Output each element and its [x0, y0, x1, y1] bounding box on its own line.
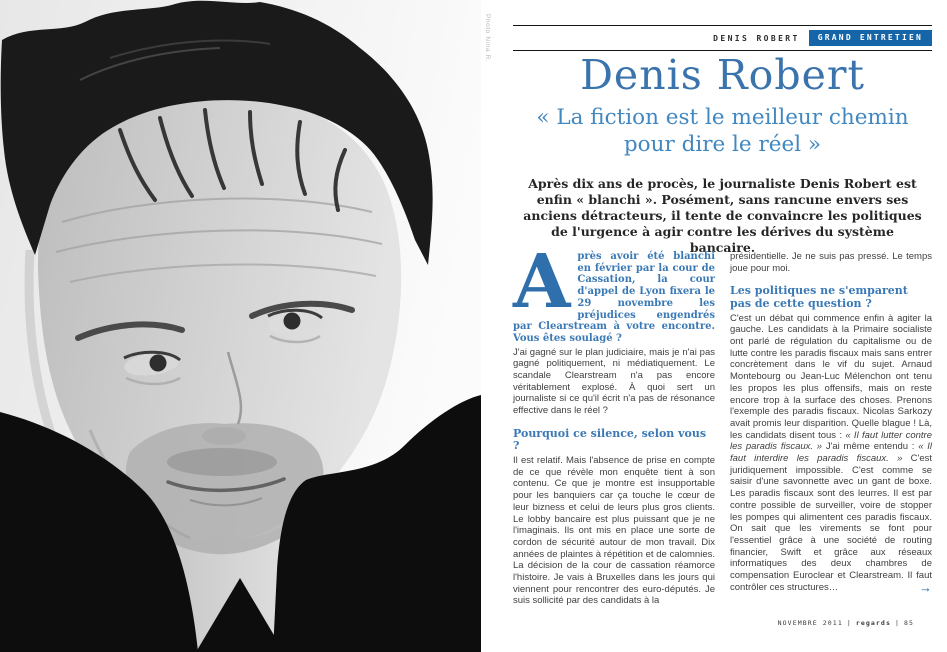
- footer-magazine: regards: [855, 619, 891, 627]
- question-1: [513, 239, 715, 345]
- interview-column-right: [730, 251, 932, 607]
- answer-3-text-2: J'ai même entendu :: [822, 441, 919, 453]
- question-1-text: près avoir été blanchi en février par la cour de Cassation, la cour d'appel de Lyon fixera le 29 novembre les préjudices engendrés par Clearstream à votre encontre. Vous êtes soulagé ?: [513, 251, 715, 344]
- entretien-badge: GRAND ENTRETIEN: [809, 30, 932, 46]
- article-title: Denis Robert: [580, 51, 865, 99]
- footer-separator-2: |: [894, 619, 900, 627]
- photo-credit: Photo Nina R.: [484, 14, 491, 63]
- article-page: [513, 0, 932, 652]
- answer-3-text: C'est un débat qui commence enfin à agiter la gauche. Les candidats à la Primaire socialiste ont parlé de régulation du capitalisme ou de lutte contre les paradis fiscaux mais sans entrer concrètement dans le vif du sujet. Arnaud Montebourg ou Jean-Luc Mélenchon ont tenu les propos les plus offensifs, mais on reste encore trop à la surface des choses. Prenons l'exemple des paradis fiscaux. Nicolas Sarkozy avait promis leur disparition. Quelle blague ! Là, les candidats disent tous :: [730, 312, 932, 441]
- answer-3-quote-2: « Il faut interdire les paradis fiscaux. »: [730, 441, 932, 465]
- answer-1: J'ai gagné sur le plan judiciaire, mais je n'ai pas gagné politiquement, ni médiatiquement. Le scandale Clearstream n'a pas encore véritablement explosé. À quoi sert un journaliste si ce qu'il écrit n'a pas de résonance effective dans le réel ?: [513, 346, 715, 417]
- page-header: [513, 25, 932, 51]
- header-kicker: DENIS ROBERT: [713, 33, 800, 43]
- article-intro: Après dix ans de procès, le journaliste Denis Robert est enfin « blanchi ». Posément, sans rancune envers ses anciens détracteurs, il tente de convaincre les politiques de l'urgence à agir contre les dérives du système bancaire.: [523, 176, 922, 255]
- interview-columns: [513, 239, 932, 607]
- footer-separator: |: [846, 619, 852, 627]
- interview-column-left: [513, 239, 715, 607]
- answer-3-quote-1: « Il faut lutter contre les paradis fiscaux. »: [730, 429, 932, 453]
- answer-3: [730, 313, 932, 594]
- footer-issue: NOVEMBRE 2011: [777, 619, 843, 627]
- answer-2: Il est relatif. Mais l'absence de prise en compte de ce que révèle mon enquête tient à son contenu. Ce que je montre est insupportable pour les banquiers car ça touche le cœur de leur bizness et celui de leurs plus gros clients. Le lobby bancaire est plus puissant que je ne l'imaginais. Ils ont mis en place une sorte de cordon de sécurité autour de mon travail. Dix années de plaintes à répétition et de calomnies. La décision de la cour de cassation réamorce l'histoire. Je vais à Bruxelles dans les jours qui viennent pour rencontrer des euro-députés. Je suis sollicité par des candidats à la: [513, 455, 715, 607]
- answer-3-text-3: C'est juridiquement impossible. C'est comme se saisir d'une savonnette avec un gant de boxe. Les paradis fiscaux sont des leurres. Il est par contre possible de surveiller, voire de stopper les pompes qui alimentent ces paradis fiscaux. On sait que les virements se font pour l'essentiel grâce à une société de routing financier, Swift et grâce aux réseaux informatiques des deux chambres de compensation Euroclear et Clearstream. Il faut contrôler ces structures…: [730, 453, 932, 593]
- page-footer: [778, 619, 914, 627]
- footer-page-number: 85: [903, 619, 914, 627]
- question-2: Pourquoi ce silence, selon vous ?: [513, 426, 707, 453]
- question-3: Les politiques ne s'emparent pas de cette question ?: [730, 284, 908, 310]
- answer-2-continued: présidentielle. Je ne suis pas pressé. Le temps joue pour moi.: [730, 251, 932, 274]
- dropcap: A: [513, 239, 571, 325]
- continuation-arrow-icon: →: [919, 579, 932, 595]
- article-subtitle: « La fiction est le meilleur chemin pour dire le réel »: [536, 105, 909, 157]
